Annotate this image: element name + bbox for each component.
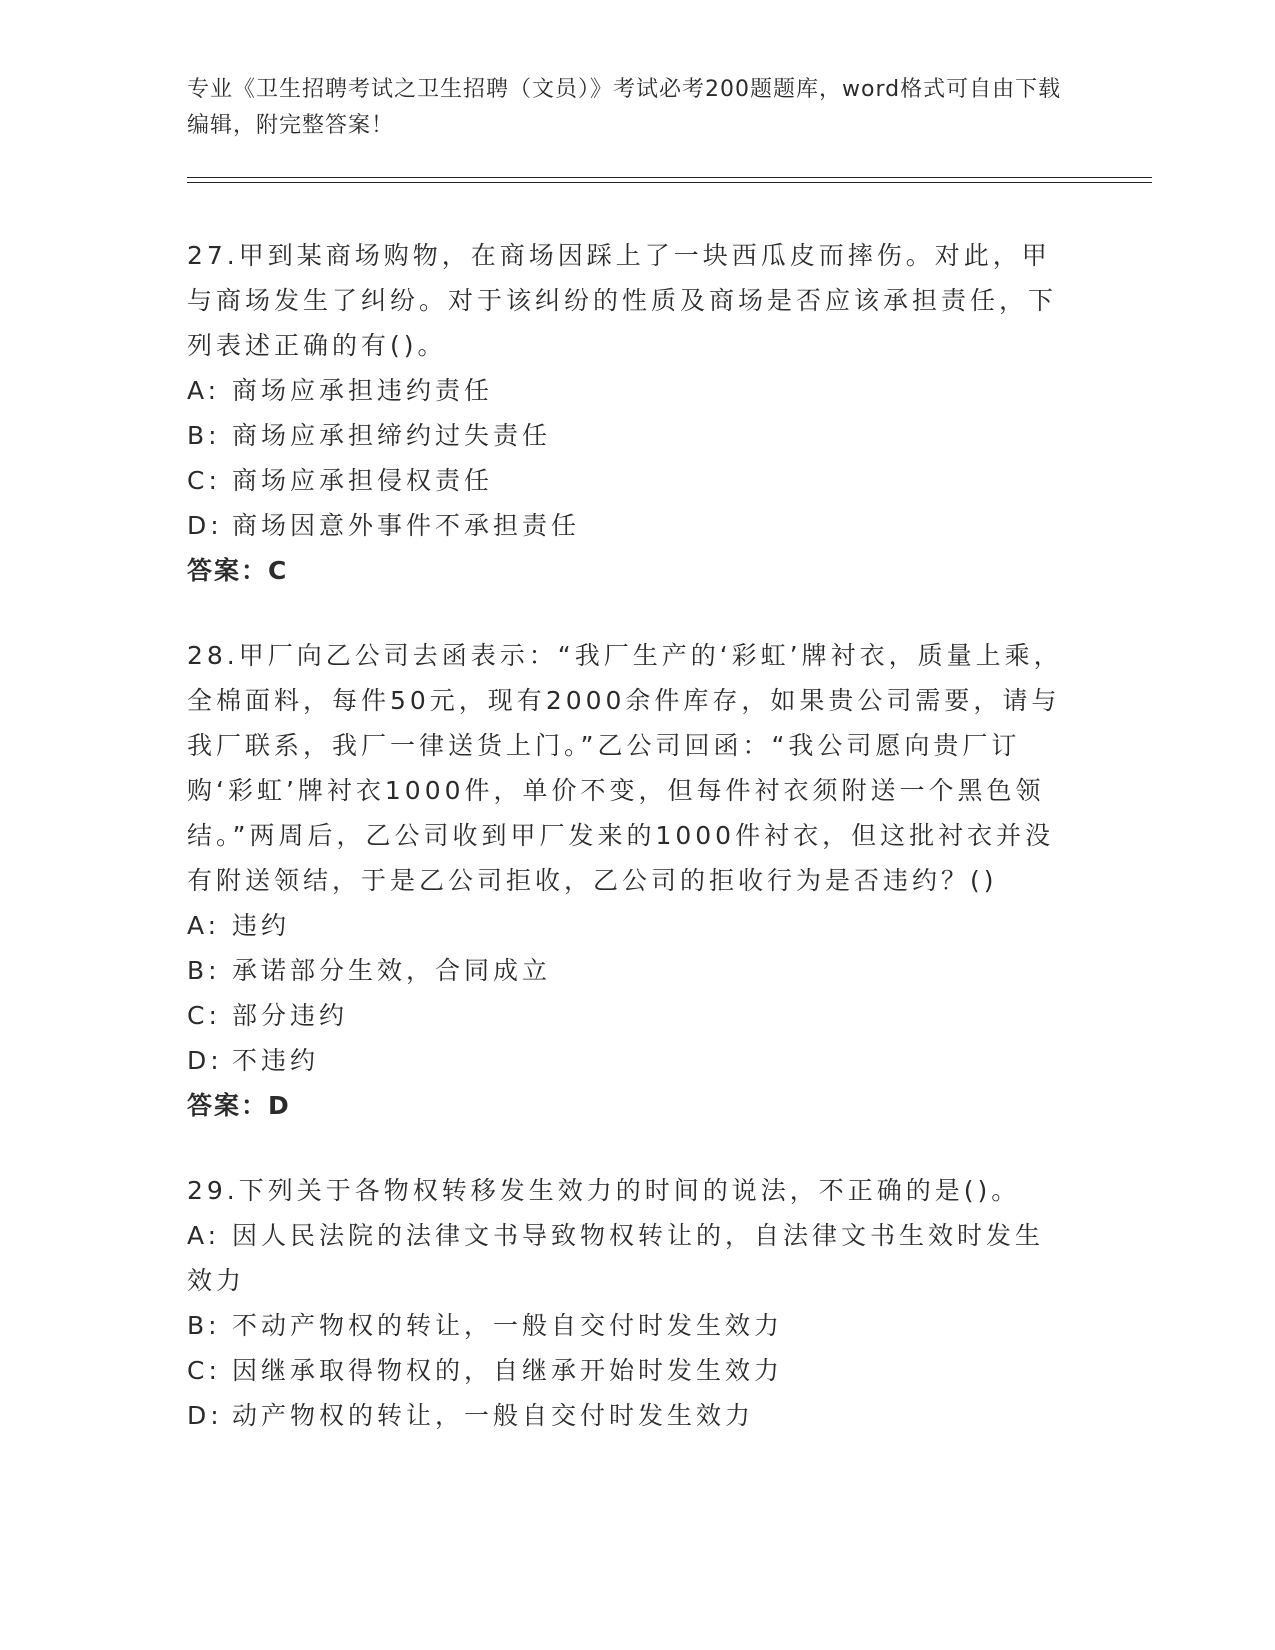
question-29 xyxy=(187,1168,1072,1438)
option-text: 商场因意外事件不承担责任 xyxy=(232,511,581,540)
option-c xyxy=(187,458,1072,503)
option-key: A: xyxy=(187,376,221,405)
option-text: 因继承取得物权的，自继承开始时发生效力 xyxy=(232,1356,784,1385)
option-d xyxy=(187,503,1072,548)
option-text: 动产物权的转让，一般自交付时发生效力 xyxy=(232,1401,755,1430)
option-key: C: xyxy=(187,1356,221,1385)
document-header: 专业《卫生招聘考试之卫生招聘（文员）》考试必考200题题库，word格式可自由下载编辑，附完整答案！ xyxy=(187,77,1062,138)
option-b xyxy=(187,413,1072,458)
option-key: B: xyxy=(187,421,221,450)
answer-line: 答案：D xyxy=(187,1091,291,1120)
option-text: 商场应承担缔约过失责任 xyxy=(232,421,552,450)
question-list xyxy=(187,233,1072,1478)
option-a xyxy=(187,368,1072,413)
option-key: B: xyxy=(187,956,221,985)
option-text: 部分违约 xyxy=(232,1001,349,1030)
question-stem: 29.下列关于各物权转移发生效力的时间的说法，不正确的是()。 xyxy=(187,1176,1021,1205)
option-d xyxy=(187,1393,1072,1438)
option-c xyxy=(187,1348,1072,1393)
option-text: 不违约 xyxy=(232,1046,320,1075)
option-text: 不动产物权的转让，一般自交付时发生效力 xyxy=(232,1311,784,1340)
option-d xyxy=(187,1038,1072,1083)
question-28 xyxy=(187,633,1072,1128)
answer-line: 答案：C xyxy=(187,556,289,585)
header-divider-bottom xyxy=(187,182,1152,183)
option-key: D: xyxy=(187,1401,223,1430)
option-text: 商场应承担违约责任 xyxy=(232,376,494,405)
option-key: C: xyxy=(187,466,221,495)
option-text: 违约 xyxy=(232,911,291,940)
question-stem: 27.甲到某商场购物，在商场因踩上了一块西瓜皮而摔伤。对此，甲与商场发生了纠纷。对于该纠纷的性质及商场是否应该承担责任，下列表述正确的有()。 xyxy=(187,241,1058,360)
option-a xyxy=(187,903,1072,948)
option-key: A: xyxy=(187,911,221,940)
option-key: B: xyxy=(187,1311,221,1340)
option-key: A: xyxy=(187,1221,221,1250)
option-text: 因人民法院的法律文书导致物权转让的，自法律文书生效时发生效力 xyxy=(187,1221,1045,1295)
option-a xyxy=(187,1213,1072,1303)
question-stem: 28.甲厂向乙公司去函表示：“我厂生产的‘彩虹’牌衬衣，质量上乘，全棉面料，每件50元，现有2000余件库存，如果贵公司需要，请与我厂联系，我厂一律送货上门。”乙公司回函：“我公司愿向贵厂订购‘彩虹’牌衬衣1000件，单价不变，但每件衬衣须附送一个黑色领结。”两周后，乙公司收到甲厂发来的1000件衬衣，但这批衬衣并没有附送领结，于是乙公司拒收，乙公司的拒收行为是否违约？() xyxy=(187,641,1063,895)
option-key: C: xyxy=(187,1001,221,1030)
option-c xyxy=(187,993,1072,1038)
option-b xyxy=(187,948,1072,993)
option-key: D: xyxy=(187,1046,223,1075)
option-key: D: xyxy=(187,511,223,540)
option-text: 商场应承担侵权责任 xyxy=(232,466,494,495)
header-divider-top xyxy=(187,177,1152,178)
option-text: 承诺部分生效，合同成立 xyxy=(232,956,552,985)
option-b xyxy=(187,1303,1072,1348)
question-27 xyxy=(187,233,1072,593)
